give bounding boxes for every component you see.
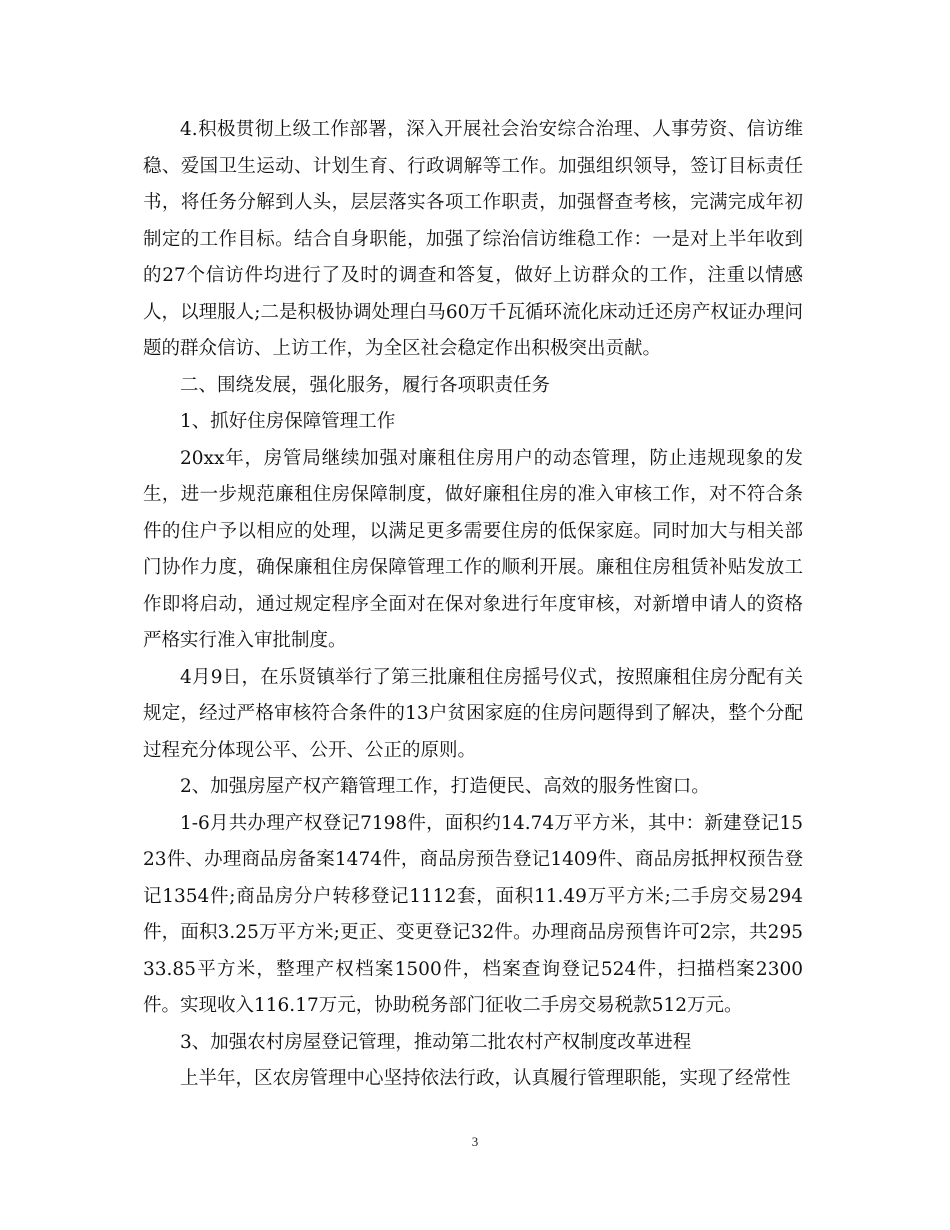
paragraph-housing-security: 20xx年，房管局继续加强对廉租住房用户的动态管理，防止违规现象的发生，进一步规范廉租住房保障制度，做好廉租住房的准入审核工作，对不符合条件的住户予以相应的处理，以满足更多需要住房的低保家庭。同时加大与相关部门协作力度，确保廉租住房保障管理工作的顺利开展。廉租住房租赁补贴发放工作即将启动，通过规定程序全面对在保对象进行年度审核，对新增申请人的资格严格实行准入审批制度。 bbox=[143, 447, 803, 651]
paragraph-duty-section-4: 4.积极贯彻上级工作部署，深入开展社会治安综合治理、人事劳资、信访维稳、爱国卫生运动、计划生育、行政调解等工作。加强组织领导，签订目标责任书，将任务分解到人头，层层落实各项工作职责，加强督查考核，完满完成年初制定的工作目标。结合自身职能，加强了综治信访维稳工作：一是对上半年收到的27个信访件均进行了及时的调查和答复，做好上访群众的工作，注重以情感人，以理服人;二是积极协调处理白马60万千瓦循环流化床动迁还房产权证办理问题的群众信访、上访工作，为全区社会稳定作出积极突出贡献。 bbox=[143, 119, 803, 359]
paragraph-registration-stats: 1-6月共办理产权登记7198件，面积约14.74万平方米，其中：新建登记1523件、办理商品房备案1474件，商品房预告登记1409件、商品房抵押权预告登记1354件;商品房分户转移登记1112套，面积11.49万平方米;二手房交易294件，面积3.25万平方米;更正、变更登记32件。办理商品房预售许可2宗，共29533.85平方米，整理产权档案1500件，档案查询登记524件，扫描档案2300件。实现收入116.17万元，协助税务部门征收二手房交易税款512万元。 bbox=[143, 812, 803, 1016]
subheading-housing-security: 1、抓好住房保障管理工作 bbox=[180, 411, 396, 432]
paragraph-lottery: 4月9日，在乐贤镇举行了第三批廉租住房摇号仪式，按照廉租住房分配有关规定，经过严格审核符合条件的13户贫困家庭的住房问题得到了解决，整个分配过程充分体现公平、公开、公正的原则。 bbox=[143, 666, 803, 761]
paragraph-rural-housing: 上半年，区农房管理中心坚持依法行政，认真履行管理职能，实现了经常性 bbox=[180, 1068, 791, 1089]
subheading-property-rights: 2、加强房屋产权产籍管理工作，打造便民、高效的服务性窗口。 bbox=[180, 776, 710, 797]
section-heading-2: 二、围绕发展，强化服务，履行各项职责任务 bbox=[180, 374, 551, 396]
document-body bbox=[143, 112, 803, 1098]
subheading-rural-housing: 3、加强农村房屋登记管理，推动第二批农村产权制度改革进程 bbox=[180, 1031, 692, 1053]
page-number: 3 bbox=[471, 1134, 479, 1149]
